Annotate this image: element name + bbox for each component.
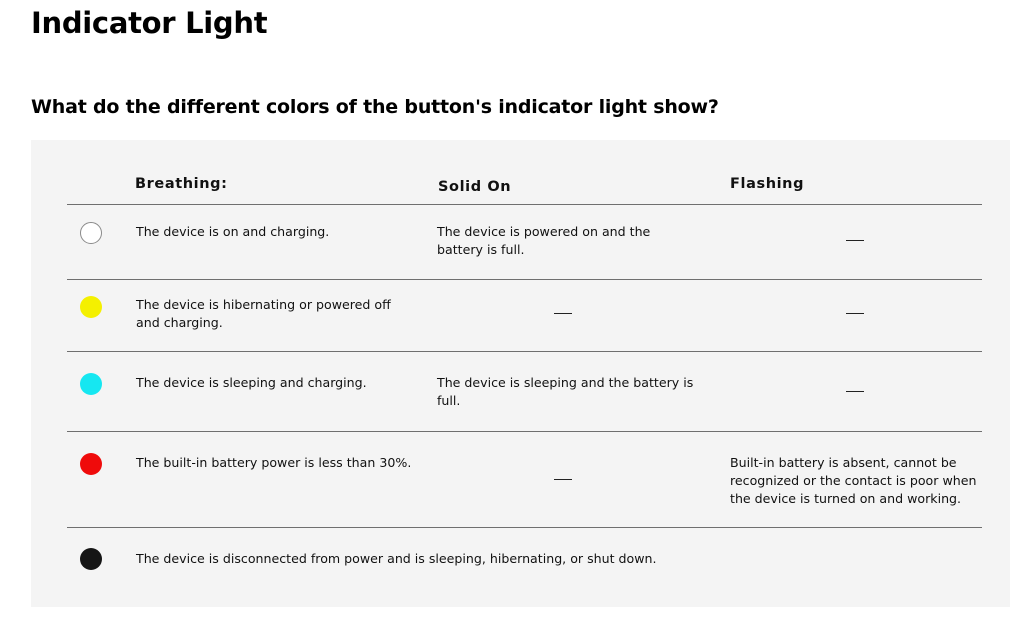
header-breathing: Breathing: <box>135 176 228 192</box>
row-red-breathing: The built-in battery power is less than 30%. <box>136 455 412 470</box>
yellow-light-icon <box>80 296 102 318</box>
row-cyan-breathing: The device is sleeping and charging. <box>136 375 367 390</box>
section-question: What do the different colors of the button's indicator light show? <box>31 96 719 118</box>
indicator-table <box>31 140 1010 607</box>
header-divider <box>67 204 982 205</box>
red-light-icon <box>80 453 102 475</box>
row-cyan-flashing-dash <box>846 391 864 392</box>
row-white-solid-on: The device is powered on and the battery is full. <box>437 224 651 257</box>
row-divider <box>67 279 982 280</box>
header-solid-on: Solid On <box>438 179 512 195</box>
row-cyan-solid-on: The device is sleeping and the battery is full. <box>437 375 694 408</box>
header-flashing: Flashing <box>730 176 805 192</box>
row-yellow-breathing: The device is hibernating or powered off and charging. <box>136 297 391 330</box>
row-red-solid-on-dash <box>554 479 572 480</box>
cyan-light-icon <box>80 373 102 395</box>
row-red-flashing: Built-in battery is absent, cannot be recognized or the contact is poor when the device is turned on and working. <box>730 455 977 506</box>
row-divider <box>67 431 982 432</box>
row-divider <box>67 351 982 352</box>
page-title: Indicator Light <box>31 6 268 40</box>
row-yellow-solid-on-dash <box>554 313 572 314</box>
black-light-icon <box>80 548 102 570</box>
row-yellow-flashing-dash <box>846 313 864 314</box>
row-divider <box>67 527 982 528</box>
white-light-icon <box>80 222 102 244</box>
row-white-breathing: The device is on and charging. <box>136 224 330 239</box>
row-black-breathing: The device is disconnected from power and is sleeping, hibernating, or shut down. <box>136 551 657 566</box>
row-white-flashing-dash <box>846 240 864 241</box>
